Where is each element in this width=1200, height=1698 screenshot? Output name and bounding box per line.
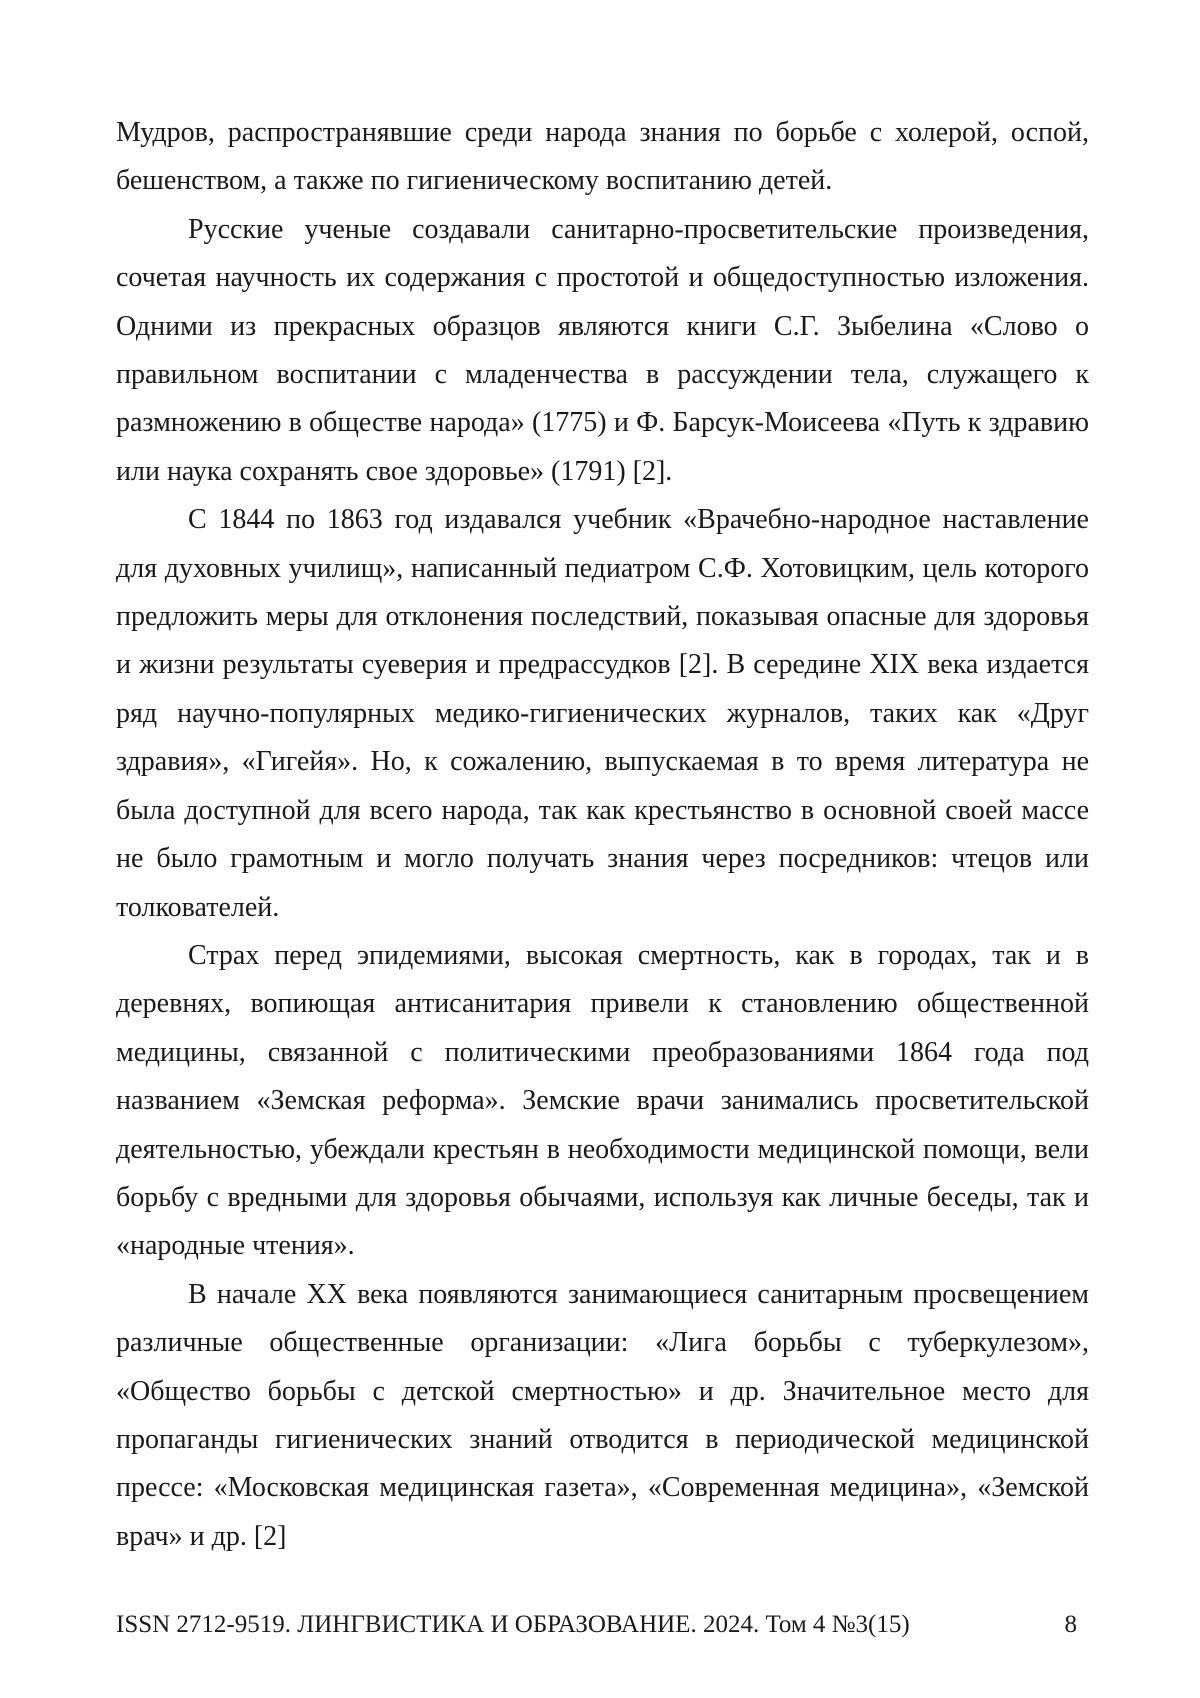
journal-citation: ISSN 2712-9519. ЛИНГВИСТИКА И ОБРАЗОВАНИЕ. 2024. Том 4 №3(15): [116, 1611, 910, 1638]
paragraph: Русские ученые создавали санитарно-просветительские произведения, сочетая научность их содержания с простотой и общедоступностью изложения. Одними из прекрасных образцов являются книги С.Г. Зыбелина «Слово о правильном воспитании с младенчества в рассуждении тела, служащего к размножению в обществе народа» (1775) и Ф. Барсук-Моисеева «Путь к здравию или наука сохранять свое здоровье» (1791) [2].: [116, 213, 1089, 487]
page-footer: [116, 1611, 1089, 1639]
paragraph-continuation: Мудров, распространявшие среди народа знания по борьбе с холерой, оспой, бешенством, а также по гигиеническому воспитанию детей.: [116, 117, 1089, 197]
paragraph: С 1844 по 1863 год издавался учебник «Врачебно-народное наставление для духовных училищ», написанный педиатром С.Ф. Хотовицким, цель которого предложить меры для отклонения последствий, показывая опасные для здоровья и жизни результаты суеверия и предрассудков [2]. В середине XIX века издается ряд научно-популярных медико-гигиенических журналов, таких как «Друг здравия», «Гигейя». Но, к сожалению, выпускаемая в то время литература не была доступной для всего народа, так как крестьянство в основной своей массе не было грамотным и могло получать знания через посредников: чтецов или толкователей.: [116, 504, 1089, 923]
paragraph: Страх перед эпидемиями, высокая смертность, как в городах, так и в деревнях, вопиющая антисанитария привели к становлению общественной медицины, связанной с политическими преобразованиями 1864 года под названием «Земская реформа». Земские врачи занимались просветительской деятельностью, убеждали крестьян в необходимости медицинской помощи, вели борьбу с вредными для здоровья обычаями, используя как личные беседы, так и «народные чтения».: [116, 939, 1089, 1262]
page-number: 8: [1064, 1611, 1077, 1638]
paragraph: В начале XX века появляются занимающиеся санитарным просвещением различные общественные организации: «Лига борьбы с туберкулезом», «Общество борьбы с детской смертностью» и др. Значительное место для пропаганды гигиенических знаний отводится в периодической медицинской прессе: «Московская медицинская газета», «Современная медицина», «Земской врач» и др. [2]: [116, 1278, 1089, 1552]
body-text: [116, 109, 1089, 1561]
